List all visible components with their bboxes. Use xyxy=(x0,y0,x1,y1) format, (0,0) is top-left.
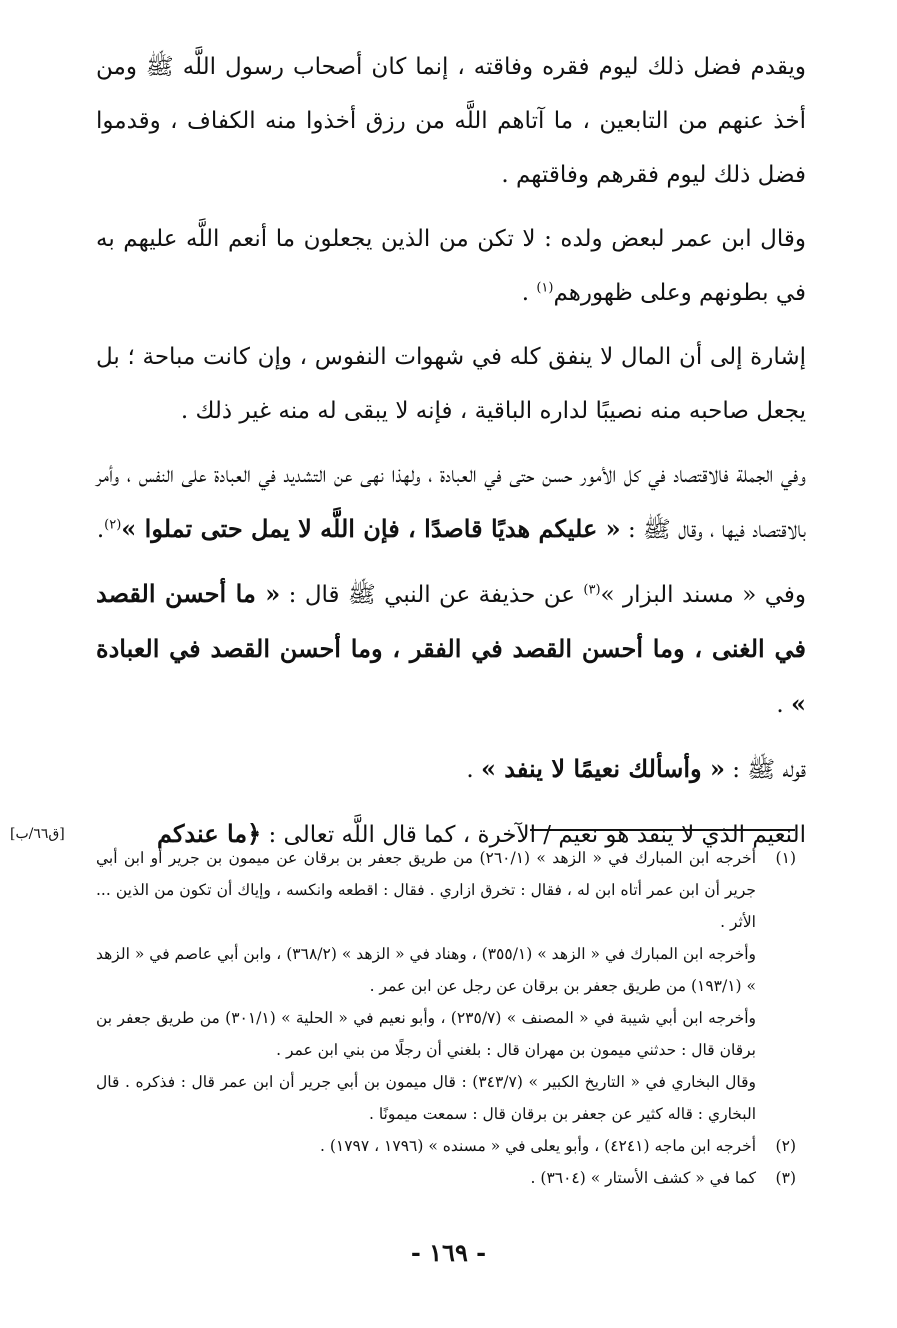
footnote-divider xyxy=(530,829,795,831)
hadith-quote-3: « وأسألك نعيمًا لا ينفد » xyxy=(480,754,725,783)
paragraph-2-end: . xyxy=(521,280,537,306)
quran-quote-start: ﴿ما عندكم xyxy=(157,819,262,848)
paragraph-2-text: وقال ابن عمر لبعض ولده : لا تكن من الذين يجعلون ما أنعم اللَّه عليهم به في بطونهم وعلى ظهورهم xyxy=(96,226,806,306)
paragraph-4 xyxy=(96,448,806,557)
hadith-quote-2: « ما أحسن القصد في الغنى ، وما أحسن القصد في الفقر ، وما أحسن القصد في العبادة » xyxy=(96,579,806,718)
footnote-3-body xyxy=(96,1162,756,1194)
paragraph-3 xyxy=(96,330,806,438)
footnote-1-line-3: وأخرجه ابن أبي شيبة في « المصنف » (٢٣٥/٧) ، وأبو نعيم في « الحلية » (٣٠١/١) من طريق جعفر بن برقان قال : حدثني ميمون بن مهران قال : بلغني أن رجلًا من بني ابن عمر . xyxy=(96,1009,756,1059)
footnote-2-line-1: أخرجه ابن ماجه (٤٢٤١) ، وأبو يعلى في « مسنده » (١٧٩٦ ، ١٧٩٧) . xyxy=(319,1137,756,1155)
hadith-quote-1: « عليكم هديًا قاصدًا ، فإن اللَّه لا يمل حتى تملوا » xyxy=(121,514,621,543)
paragraph-5-mid: عن حذيفة عن النبي ﷺ قال : xyxy=(280,582,584,608)
footnote-1-number: (١) xyxy=(775,849,796,867)
footnote-1 xyxy=(96,842,796,1130)
manuscript-folio-note: [ق٦٦/ب] xyxy=(10,826,65,842)
page-number: - ١٦٩ - xyxy=(410,1238,487,1267)
main-text xyxy=(10,40,806,862)
footnote-ref-2: (٢) xyxy=(104,517,122,533)
paragraph-7-text: النعيم الذي لا ينفد هو نعيم / الآخرة ، كما قال اللَّه تعالى : xyxy=(261,822,806,848)
footnote-1-body xyxy=(96,842,756,1130)
paragraph-3-text: إشارة إلى أن المال لا ينفق كله في شهوات النفوس ، وإن كانت مباحة ؛ بل يجعل صاحبه منه نصيبًا لداره الباقية ، فإنه لا يبقى له منه غير ذلك . xyxy=(96,344,806,424)
paragraph-6 xyxy=(96,742,806,797)
footnote-1-line-2: وأخرجه ابن المبارك في « الزهد » (٣٥٥/١) ، وهناد في « الزهد » (٣٦٨/٢) ، وابن أبي عاصم في « الزهد » (١٩٣/١) من طريق جعفر بن برقان عن رجل عن ابن عمر . xyxy=(96,945,757,995)
paragraph-5-intro: وفي « مسند البزار » xyxy=(600,582,806,608)
footnote-2-body xyxy=(96,1130,756,1162)
footnote-3-number: (٣) xyxy=(775,1169,796,1187)
paragraph-2 xyxy=(96,212,806,320)
footnote-ref-3: (٣) xyxy=(583,582,601,598)
paragraph-4-end: . xyxy=(96,517,105,543)
paragraph-4-text: وفي الجملة فالاقتصاد في كل الأمور حسن حتى في العبادة ، ولهذا نهى عن التشديد في العبادة على النفس ، وأمر بالاقتصاد فيها ، وقال ﷺ : xyxy=(96,462,806,543)
footnote-3 xyxy=(96,1162,796,1194)
footnote-3-line-1: كما في « كشف الأستار » (٣٦٠٤) . xyxy=(530,1169,756,1187)
footnote-2 xyxy=(96,1130,796,1162)
paragraph-5 xyxy=(96,567,806,732)
footnote-2-number: (٢) xyxy=(775,1137,796,1155)
paragraph-6-intro: قوله ﷺ : xyxy=(724,757,806,783)
footnotes xyxy=(96,842,796,1194)
paragraph-1-text: ويقدم فضل ذلك ليوم فقره وفاقته ، إنما كان أصحاب رسول اللَّه ﷺ ومن أخذ عنهم من التابعين ، ما آتاهم اللَّه من رزق أخذوا منه الكفاف ، وقدموا فضل ذلك ليوم فقرهم وفاقتهم . xyxy=(96,54,806,188)
paragraph-6-end: . xyxy=(466,757,481,783)
footnote-1-line-1: أخرجه ابن المبارك في « الزهد » (٢٦٠/١) من طريق جعفر بن برقان عن ميمون بن جرير أو ابن أبي جرير أن ابن عمر أتاه ابن له ، فقال : تخرق ازاري . فقال : اقطعه وانكسه ، وإياك أن تكون من الذين ... الأثر . xyxy=(96,849,757,931)
paragraph-1 xyxy=(96,40,806,202)
footnote-ref-1: (١) xyxy=(536,280,554,296)
paragraph-5-end: . xyxy=(776,692,791,718)
footnote-1-line-4: وقال البخاري في « التاريخ الكبير » (٣٤٣/٧) : قال ميمون بن أبي جرير أن ابن عمر قال : فذكره . قال البخاري : قاله كثير عن جعفر بن برقان قال : سمعت ميمونًا . xyxy=(96,1073,756,1123)
